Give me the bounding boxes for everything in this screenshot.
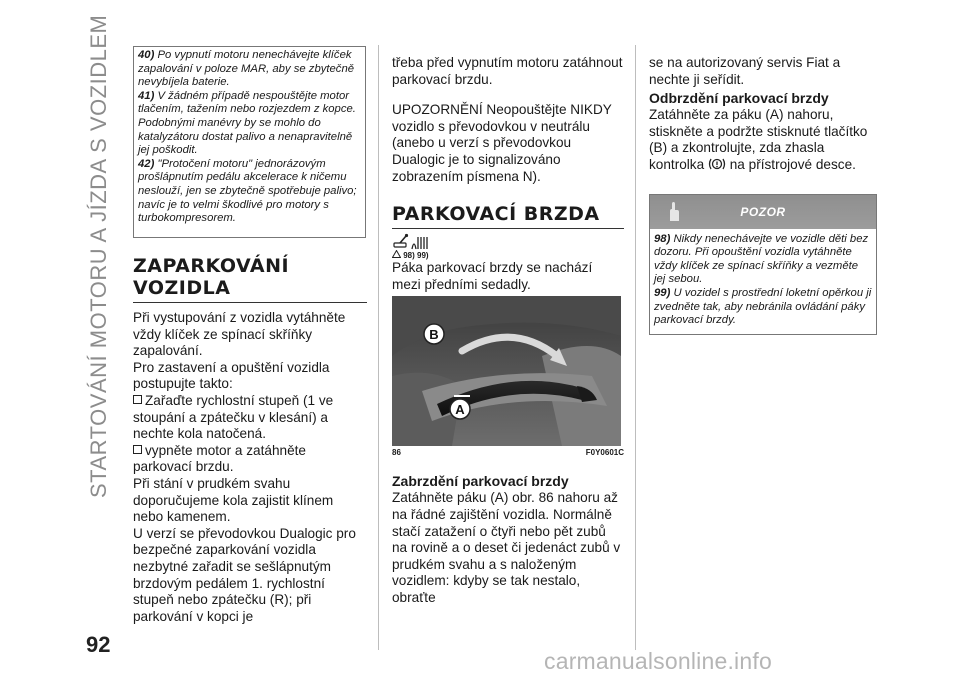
section-title [86,14,111,498]
warning-number: 41) [138,89,155,102]
col2-continuation: třeba před vypnutím motoru zatáhnout parkovací brzdu. [392,55,623,87]
figure-number: 86 [392,448,401,458]
heading-rule [392,228,624,229]
parking-brake-illustration [392,296,621,446]
release-text-a: Zatáhněte za páku (A) nahoru, stiskněte a podržte stisknuté tlačítko (B) a zkontrolujte, zda zhasla kontrolka [649,107,868,172]
pozor-number: 98) [654,232,671,245]
refs-text: 98) 99) [403,251,429,261]
warning-number: 40) [138,49,155,61]
figure-86-parking-brake [392,296,621,446]
pozor-item-99 [650,287,876,328]
warning-42 [138,158,360,226]
release-brake-paragraph [649,107,877,173]
parking-bullet-2 [133,443,367,476]
warning-40 [138,49,360,90]
figure-caption [392,448,624,457]
pozor-item-98 [650,233,876,287]
pozor-number: 99) [654,286,671,299]
parking-p1: Při vystupování z vozidla vytáhněte vždy klíček ze spínací skříňky zapalování. [133,310,346,359]
pozor-text: Nikdy nenechávejte ve vozidle děti bez dozoru. Při opouštění vozidla vytáhněte vždy klíček ze spínací skříňky a vezměte jej sebou. [654,232,869,286]
section-title-text: STARTOVÁNÍ MOTORU A JÍZDA S VOZIDLEM [86,14,111,498]
parking-heading-line2: VOZIDLA [133,277,231,299]
warning-text: Po vypnutí motoru nenechávejte klíček zapalování v poloze MAR, aby se zbytečně nevybíjela baterie. [138,49,355,89]
warning-text: V žádném případě nespouštějte motor tlačením, tažením nebo rozjezdem z kopce. Podobnými manévry by se mohlo do katalyzátoru dostat palivo a nenapravitelně jej poškodit. [138,89,356,157]
parking-brake-heading: PARKOVACÍ BRZDA [392,203,600,226]
figure-label-a: A [455,402,465,418]
warning-41 [138,90,360,158]
pozor-title: POZOR [740,204,786,219]
column-2 [392,55,624,607]
pozor-header [650,195,876,229]
column-3 [649,55,877,335]
parking-heading [133,255,367,299]
parking-section [133,255,367,625]
watermark: carmanualsonline.info [544,648,772,674]
warning-text: "Protočení motoru" jednorázovým prošlápnutím pedálu akcelerace k ničemu neslouží, jen se zbytečně spotřebuje palivo; navíc je to velmi škodlivé pro motory s turbokompresorem. [138,157,357,225]
warnings-box [133,46,366,238]
pozor-box [649,194,877,335]
column-divider-1 [378,45,379,650]
warning-triangle-icon [392,250,401,258]
heading-rule [133,302,367,303]
parking-p3: Při stání v prudkém svahu doporučujeme kola zajistit klínem nebo kamenem. [133,475,334,525]
pozor-content [650,229,876,334]
gear-lever-icon [392,233,624,251]
apply-brake-subheading: Zabrzdění parkovací brzdy [392,473,569,490]
parking-p2: Pro zastavení a opuštění vozidla postupujte takto: [133,359,330,392]
upozorneni-paragraph: UPOZORNĚNÍ Neopouštějte NIKDY vozidlo s převodovkou v neutrálu (anebo u verzí s převodovkou Dualogic je to signalizováno zobrazením písmena N). [392,102,612,184]
warning-number: 42) [138,157,155,170]
parking-p4: U verzí se převodovkou Dualogic pro bezpečné zaparkování vozidla nezbytné zařadit se sešlápnutým brzdovým pedálem 1. rychlostní stupeň nebo zpátečku (R); při parkování v kopci je [133,525,356,624]
figure-code: F0Y0601C [585,448,624,458]
brake-intro: Páka parkovací brzdy se nachází mezi předními sedadly. [392,260,593,292]
column-divider-2 [635,45,636,650]
figure-label-b: B [429,327,439,343]
page-number: 92 [86,632,111,657]
brake-warning-light-icon [708,157,726,171]
parking-heading-line1: ZAPARKOVÁNÍ [133,255,290,277]
release-brake-subheading: Odbrzdění parkovací brzdy [649,90,829,107]
release-text-b: na přístrojové desce. [729,156,856,172]
col3-continuation: se na autorizovaný servis Fiat a nechte ji seřídit. [649,55,841,87]
pozor-text: U vozidel s prostřední loketní opěrkou ji zvedněte tak, aby nebránila ovládání páky parkovací brzdy. [654,286,872,327]
parking-bullet-1 [133,393,367,443]
bullet-text: vypněte motor a zatáhněte parkovací brzdu. [133,442,306,475]
bullet-text: Zařaďte rychlostní stupeň (1 ve stoupání a zpátečku v klesání) a nechte kola natočená. [133,392,334,442]
apply-brake-paragraph: Zatáhněte páku (A) obr. 86 nahoru až na řádné zajištění vozidla. Normálně stačí zatažení o čtyři nebo pět zubů na rovině a o deset či jedenáct zubů v prudkém svahu a s naloženým vozidlem: kdyby se tak nestalo, obraťte [392,490,621,605]
warning-refs [392,250,624,260]
